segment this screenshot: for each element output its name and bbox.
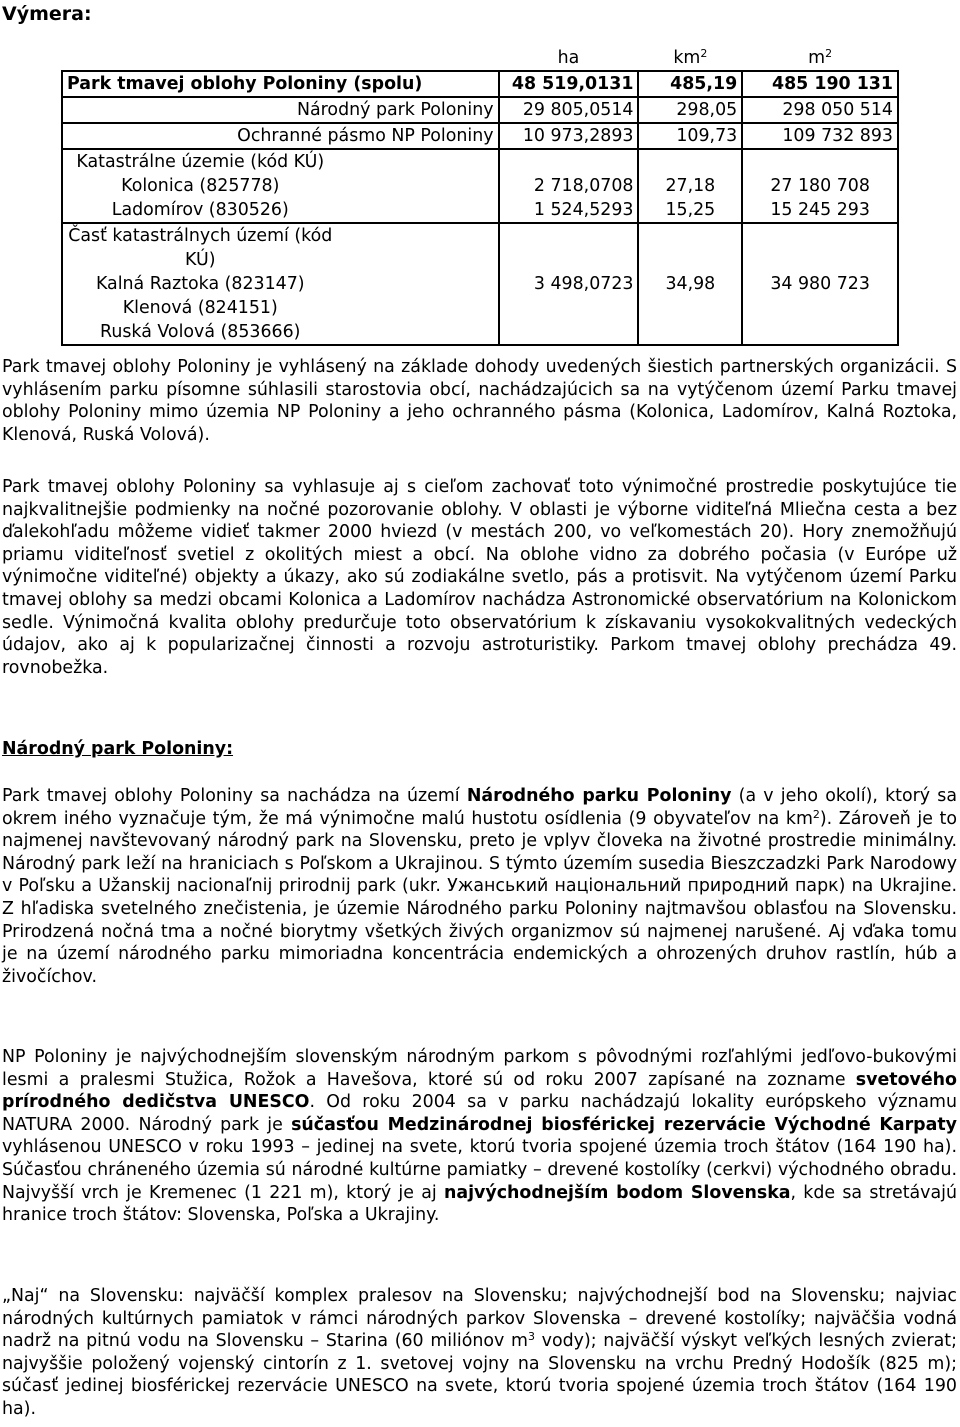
table-row [62,97,898,123]
paragraph-intro: Park tmavej oblohy Poloniny je vyhlásený na základe dohody uvedených šiestich partnerských organizácii. S vyhlásením parku písomne súhlasili starostovia obcí, nachádzajúcich sa na vytýčenom území Parku tmavej oblohy Poloniny mimo územia NP Poloniny a jeho ochranného pásma (Kolonica, Ladomírov, Kalná Roztoka, Klenová, Ruská Volová). [2,357,957,445]
header-ha: ha [499,46,639,71]
cell-ha: 48 519,0131 [499,71,639,97]
paragraph-national-park: Park tmavej oblohy Poloniny sa nachádza na území Národného parku Poloniny (a v jeho okolí), ktorý sa okrem iného vyznačuje tým, že má výnimočne malú hustotu osídlenia (9 obyvateľov na $km^2$). Zároveň je to najmenej navštevovaný národný park na Slovensku, preto je vplyv človeka na životné prostredie minimálny. Národný park leží na hraniciach s Poľskom a Ukrajinou. S týmto územím susedia Bieszczadzki Park Narodowy v Poľsku a Užanskij nacionaľnij prirodnij park (ukr. Ужанський національний природний парк) na Ukrajine. Z hľadiska svetelného znečistenia, je územie Národného parku Poloniny najtmavšou oblasťou na Slovensku. Prirodzená nočná tma a nočné biorytmy všetkých živých organizmov sú najmenej narušené. Aj vďaka tomu je na území národného parku mimoriadna koncentrácia endemických a ohrozených druhov rastlín, húb a živočíchov. [2,786,958,987]
cell-m2: 485 190 131 [742,71,898,97]
cell-km2: 485,19 [638,71,742,97]
group-label: Časť katastrálnych území (kód KÚ) Kalná Raztoka (823147) Klenová (824151) Ruská Volová (853666) [62,223,499,345]
table-row-group-partial [62,223,898,345]
table-row [62,123,898,149]
table-header-row [62,46,898,71]
cell-ha: 3 498,0723 [499,223,639,345]
group-label: Katastrálne územie (kód KÚ) Kolonica (825778) Ladomírov (830526) [62,149,499,223]
row-label: Park tmavej oblohy Poloniny (spolu) [62,71,499,97]
cell-m2: 109 732 893 [742,123,898,149]
area-table [61,46,899,346]
header-km2: $km^2$ [638,46,742,71]
cell-km2: 27,18 15,25 [638,149,742,223]
cell-km2: 34,98 [638,223,742,345]
cell-km2: 298,05 [638,97,742,123]
cell-m2: 34 980 723 [742,223,898,345]
header-m2: $m^2$ [742,46,898,71]
paragraph-naj: „Naj“ na Slovensku: najväčší komplex pralesov na Slovensku; najvýchodnejší bod na Slovensku; najviac národných kultúrnych pamiatok v rámci národných parkov Slovenska – drevené kostolíky; najväčšia vodná nadrž na pitnú vodu na Slovensku – Starina (60 miliónov $m^3$ vody); najväčší výskyt veľkých lesných zvierat; najvyššie položený vojenský cintorín z 1. svetovej vojny na Slovensku na vrchu Predný Hodošík (825 m); súčasť jedinej biosférickej rezervácie UNESCO na svete, ktorú tvoria spojené územia troch štátov (164 190 ha). [2,1286,957,1419]
table-row-group-cadastral [62,149,898,223]
table-row-total [62,71,898,97]
cell-m2: 298 050 514 [742,97,898,123]
page-title: Výmera: [2,3,92,25]
section-heading: Národný park Poloniny: [2,739,234,759]
cell-m2: 27 180 708 15 245 293 [742,149,898,223]
cell-ha: 2 718,0708 1 524,5293 [499,149,639,223]
row-label: Národný park Poloniny [62,97,499,123]
cell-ha: 10 973,2893 [499,123,639,149]
cell-ha: 29 805,0514 [499,97,639,123]
paragraph-dark-sky: Park tmavej oblohy Poloniny sa vyhlasuje aj s cieľom zachovať toto výnimočné prostredie poskytujúce tie najkvalitnejšie podmienky na nočné pozorovanie oblohy. V oblasti je výborne viditeľná Mliečna cesta a bez ďalekohľadu môžeme vidieť takmer 2000 hviezd (v mestách 200, vo veľkomestách 20). Hory znemožňujú priamu viditeľnosť svetiel z okolitých miest a obcí. Na oblohe vidno za dobrého počasia (v Európe už výnimočne viditeľné) objekty a úkazy, ako sú zodiakálne svetlo, pás a protisvit. Na vytýčenom území Parku tmavej oblohy sa medzi obcami Kolonica a Ladomírov nachádza Astronomické observatórium na Kolonickom sedle. Výnimočná kvalita oblohy predurčuje toto observatórium k získavaniu vysokokvalitných vedeckých údajov, ako aj k popularizačnej činnosti a rozvoju astroturistiky. Parkom tmavej oblohy prechádza 49. rovnobežka. [2,477,957,678]
paragraph-unesco: NP Poloniny je najvýchodnejším slovenským národným parkom s pôvodnými rozľahlými jedľovo-bukovými lesmi a pralesmi Stužica, Rožok a Havešova, ktoré sú od roku 2007 zapísané na zozname svetového prírodného dedičstva UNESCO. Od roku 2004 sa v parku nachádzajú lokality európskeho významu NATURA 2000. Národný park je súčasťou Medzinárodnej biosférickej rezervácie Východné Karpaty vyhlásenou UNESCO v roku 1993 – jedinej na svete, ktorú tvoria spojené územia troch štátov (164 190 ha). Súčasťou chráneného územia sú národné kultúrne pamiatky – drevené kostolíky (cerkvi) východného obradu. Najvyšší vrch je Kremenec (1 221 m), ktorý je aj najvýchodnejším bodom Slovenska, kde sa stretávajú hranice troch štátov: Slovenska, Poľska a Ukrajiny. [2,1047,958,1226]
cell-km2: 109,73 [638,123,742,149]
row-label: Ochranné pásmo NP Poloniny [62,123,499,149]
